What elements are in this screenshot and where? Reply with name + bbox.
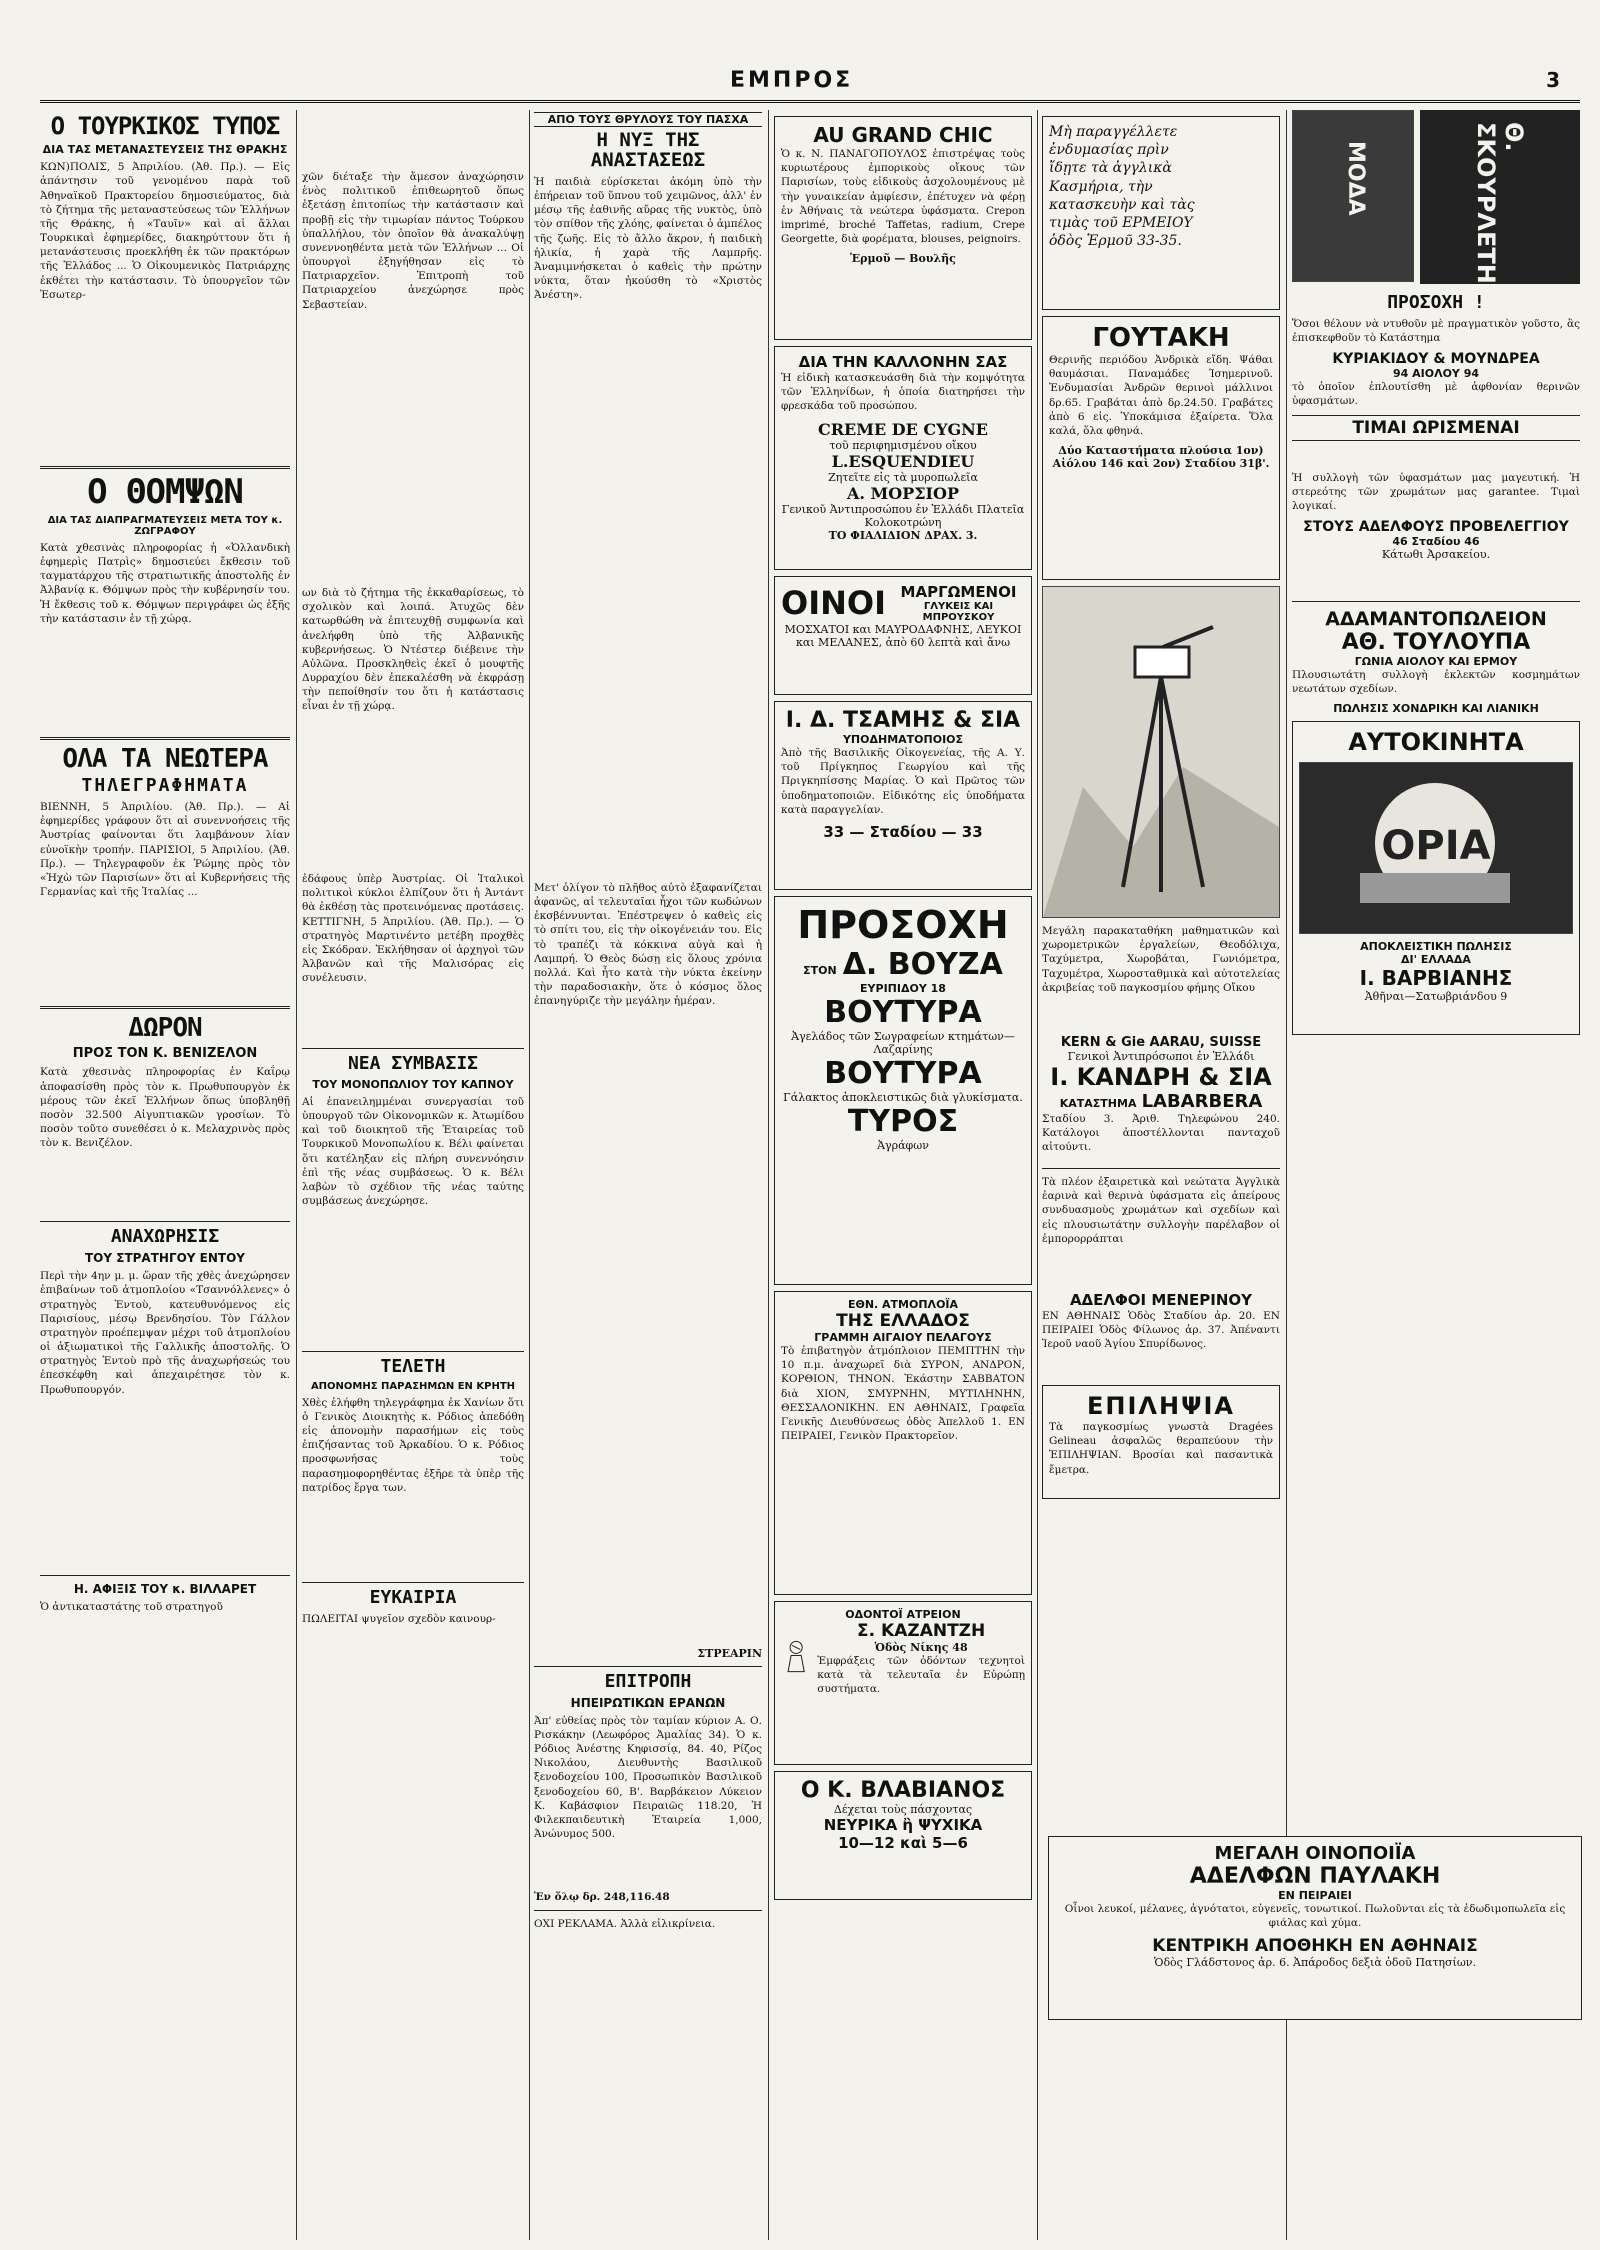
column-1 [40,110,290,2240]
menerinou-title: ΑΔΕΛΦΟΙ ΜΕΝΕΡΙΝΟΥ [1069,1291,1253,1309]
tsamis-title: Ι. Δ. ΤΣΑΜΗΣ & ΣΙΑ [785,708,1021,733]
page-number: 3 [1546,68,1560,92]
vlavianos-sub: Δέχεται τοὺς πάσχοντας [833,1803,973,1816]
divider [40,1221,290,1222]
wines-line-3: ΜΟΣΧΑΤΟΙ και ΜΑΥΡΟΔΑΦΝΗΣ, ΛΕΥΚΟΙ και ΜΕΛΑΝΕΣ, ἀπὸ 60 λεπτὰ καὶ ἄνω [784,623,1022,649]
au-grand-chic-body: Ὁ κ. Ν. ΠΑΝΑΓΟΠΟΥΛΟΣ ἐπιστρέψας τοὺς κυριωτέρους ἐμπορικοὺς οἴκους τῶν Παρισίων, τοὺς εἰδικοὺς ἀσχολουμένους μὲ τὴν γυναικείαν ἀμφίεσιν, ἐπέτυχεν νὰ φέρῃ ἐν Ἀθήναις τὰ νεώτερα ὑφάσματα. Crepon imprimé, broché Taffetas, radium, Crepe Georgette, διὰ φορέματα, blouses, peignoirs. [781,148,1025,246]
surveying-caption: Μεγάλη παρακαταθήκη μαθηματικῶν καὶ χωρομετρικῶν ἐργαλείων, Θεοδόλιχα, Ταχύμετρα, Χωροβάται, Γωνιόμετρα, Ταχυμέτρα, Χωροσταθμικὰ καὶ αὐτοτελείας ἀκριβείας τοῦ παγκοσμίου φήμης Οἴκου [1042,925,1280,994]
moda-illustration [1292,110,1414,282]
divider [40,1575,290,1576]
committee-headline: ΕΠΙΤΡΟΠΗ [604,1670,692,1692]
wines-line-2: ΓΛΥΚΕΙΣ ΚΑΙ ΜΠΡΟΥΣΚΟΥ [922,601,995,623]
winery-address: Ὁδὸς Γλάδστονος ἀρ. 6. Ἀπάροδος δεξιὰ ὁδοῦ Πατησίων. [1153,1956,1476,1970]
kazantzi-street: Ὁδὸς Νίκης 48 [874,1641,968,1654]
ermeion-line: κατασκευὴν καὶ τὰς [1049,196,1195,213]
easter-byline: ΣΤΡΕΑΡΙΝ [697,1646,762,1660]
menerinou-address: ΕΝ ΑΘΗΝΑΙΣ Ὁδὸς Σταδίου ἀρ. 20. ΕΝ ΠΕΙΡΑΙΕΙ Ὁδὸς Φίλωνος ἀρ. 37. Ἀπέναντι Ἱεροῦ ναοῦ Ἁγίου Σπυρίδωνος. [1042,1310,1280,1351]
column-2 [302,110,524,2240]
committee-total-row [534,1890,762,1904]
jewelry-corner: ΓΩΝΙΑ ΑΙΟΛΟΥ ΚΑΙ ΕΡΜΟΥ [1354,655,1518,669]
column-3 [534,110,762,2240]
column-rule [1037,110,1038,2240]
attention-headline: ΠΡΟΣΟΧΗ ! [1387,292,1485,313]
automobiles-title: ΑΥΤΟΚΙΝΗΤΑ [1348,728,1524,757]
ermeion-line: τιμὰς τοῦ ΕΡΜΕΙΟΥ [1049,214,1193,231]
steamship-body: Τὸ ἐπιβατηγὸν ἀτμόπλοιον ΠΕΜΠΤΗΝ τὴν 10 π.μ. ἀναχωρεῖ διὰ ΣΥΡΟΝ, ΑΝΔΡΟΝ, ΚΟΡΘΙΟΝ, ΤΗΝΟΝ. Ἑκάστην ΣΑΒΒΑΤΟΝ διὰ ΧΙΟΝ, ΣΜΥΡΝΗΝ, ΜΥΤΙΛΗΝΗΝ, ΘΕΣΣΑΛΟΝΙΚΗΝ. ΕΝ ΑΘΗΝΑΙΣ, Γραφεῖα Γενικῆς Διευθύνσεως ὁδὸς Ἀπελλοῦ 1. ΕΝ ΠΕΙΡΑΙΕΙ, Γενικὸν Πρακτορεῖον. [781,1345,1025,1443]
gift-subheadline: ΠΡΟΣ ΤΟΝ Κ. ΒΕΝΙΖΕΛΟΝ [72,1046,258,1062]
divider [534,1910,762,1911]
perfumery-note: Ζητεῖτε εἰς τὰ μυροπωλεῖα [828,470,978,484]
ceremony-subheadline: ΑΠΟΝΟΜΗΣ ΠΑΡΑΣΗΜΩΝ ΕΝ ΚΡΗΤΗ [310,1380,516,1392]
divider [302,1351,524,1352]
vlavianos-hours: 10—12 καὶ 5—6 [838,1834,968,1852]
brothers-name: ΣΤΟΥΣ ΑΔΕΛΦΟΥΣ ΠΡΟΒΕΛΕΓΓΙΟΥ [1303,519,1569,536]
wines-line-1: ΜΑΡΓΩΜΕΝΟΙ [900,583,1017,601]
dentist-illustration-icon [781,1621,811,1691]
automobile-illustration [1299,762,1573,934]
vouza-attention: ΠΡΟΣΟΧΗ [797,903,1009,947]
steamship-title: ΤΗΣ ΕΛΛΑΔΟΣ [836,1311,970,1331]
goutaki-ad [1042,316,1280,580]
kyriakidou-body: τὸ ὁποῖον ἐπλουτίσθη μὲ ἀφθονίαν θερινῶν ὑφασμάτων. [1292,381,1580,408]
vouza-prefix: ΣΤΟΝ [803,964,837,977]
vouza-street: ΕΥΡΙΠΙΔΟΥ 18 [860,982,946,995]
jewelry-sales: ΠΩΛΗΣΙΣ ΧΟΝΔΡΙΚΗ ΚΑΙ ΛΙΑΝΙΚΗ [1333,702,1539,716]
labarbera-address: Σταδίου 3. Ἀριθ. Τηλεφώνου 240. Κατάλογοι ἀποστέλλονται πανταχοῦ αἰτούντι. [1042,1113,1280,1154]
easter-headline: Η ΝΥΞ ΤΗΣ ΑΝΑΣΤΑΣΕΩΣ [590,129,706,171]
tsamis-address: 33 — Σταδίου — 33 [823,822,983,841]
creme-house-label: τοῦ περιφημισμένου οἴκου [829,438,977,452]
no-advert-text: ΟΧΙ ΡΕΚΛΑΜΑ. Ἀλλὰ εἰλικρίνεια. [534,1917,716,1930]
tsamis-ad [774,701,1032,890]
ceremony-body: Χθὲς ἐλήφθη τηλεγράφημα ἐκ Χανίων ὅτι ὁ Γενικὸς Διοικητὴς κ. Ρόδιος ἀπεδόθη εἰς ἀπονομὴν παρασήμων εἰς τοὺς ἐπιζήσαντας τοῦ Ἀρκαδίου. Ὁ κ. Ρόδιος προσφωνήσας τοὺς παρασημοφορηθέντας ἐξῆρε τὰ ὑπὲρ τῆς πατρίδος ἔργα των. [302,1396,524,1494]
arrival-headline: Η. ΑΦΙΞΙΣ ΤΟΥ κ. ΒΙΛΛΑΡΕΤ [73,1582,257,1597]
gift-headline: ΔΩΡΟΝ [128,1013,202,1044]
winery-body: Οἶνοι λευκοί, μέλανες, ἀγνότατοι, εὐγενεῖς, τονωτικοί. Πωλοῦνται εἰς τὰ ἐδωδιμοπωλεῖα εἰς φιάλας καὶ χύμα. [1064,1903,1566,1930]
butter-1: ΒΟΥΤΥΡΑ [824,995,982,1030]
jewelry-body: Πλουσιωτάτη συλλογὴ ἐκλεκτῶν κοσμημάτων νεωτάτων σχεδίων. [1292,669,1580,696]
automobile-brand: ΟΡΙΑ [1381,823,1491,870]
opportunity-headline: ΕΥΚΑΙΡΙΑ [369,1586,457,1608]
steamship-line: ΓΡΑΜΜΗ ΑΙΓΑΙΟΥ ΠΕΛΑΓΟΥΣ [814,1331,992,1344]
labarbera-prefix: ΚΑΤΑΣΤΗΜΑ [1059,1097,1137,1110]
divider [40,466,290,469]
easter-body-1: Ἡ παιδιὰ εὑρίσκεται ἀκόμη ὑπὸ τὴν ἐπήρειαν τοῦ ὕπνου τοῦ χειμῶνος, ἀλλ' ἐν μέσῳ τῆς ἐαθινῆς αὔρας τῆς νυκτὸς, ὑπὸ τὸν σπίθον τῆς χλόης, φαίνεται ὁ ἀμπέλος τῆς ζωῆς. Εἰς τὸ ἄλλο ἄκρον, ἡ παιδικὴ ἡλικία, ἡ χαρὰ τῆς Λαμπρῆς. Ἀναμιμνήσκεται ὁ καθεὶς τὴν πρώτην νύκτα, ὅταν ἠκούσθη τὸ «Χριστὸς Ἀνέστη». [534,175,762,302]
au-grand-chic-address: Ἑρμοῦ — Βουλῆς [850,252,956,266]
vouza-name: Δ. ΒΟΥΖΑ [842,947,1003,982]
column-rule [296,110,297,2240]
menerinou-body: Τὰ πλέον ἐξαιρετικὰ καὶ νεώτατα Ἀγγλικὰ ἐαρινὰ καὶ θερινὰ ὑφάσματα εἰς ἀπείρους συνδυασμοὺς χρωμάτων καὶ σχεδίων καὶ εἰς πλουσιωτάτην συλλογὴν παρέλαβον οἱ ἐμπορορράπται [1042,1176,1280,1245]
beauty-cream-title: ΔΙΑ ΤΗΝ ΚΑΛΛΟΝΗΝ ΣΑΣ [798,353,1008,371]
thompson-continued: ων διὰ τὸ ζήτημα τῆς ἐκκαθαρίσεως, τὸ σχολικὸν καὶ λοιπά. Ἀτυχῶς δὲν κατωρθώθη νὰ ἐπιτευχθῇ συμφωνία καὶ ἀνελήφθη ὑπὸ τῆς Ἀλβανικῆς κυβερνήσεως. Ὁ Ντέστερ διέβεινε τὴν Αὐλῶνα. Προσκληθεὶς ἐκεῖ ὁ μουφτῆς Δυρραχίου δὲν ἐπεκαλέσθη νὰ ἐκφράσῃ τὴν πεποίθησίν του ὅτι ἡ κατάστασις εἶναι ἐν τῇ χώρᾳ. [302,587,524,713]
kyriakidou-name: ΚΥΡΙΑΚΙΔΟΥ & ΜΟΥΝΔΡΕΑ [1332,351,1540,368]
epilepsy-title: ΕΠΙΛΗΨΙΑ [1087,1392,1235,1420]
column-6 [1292,110,1580,1820]
attention-body: Ὅσοι θέλουν νὰ ντυθοῦν μὲ πραγματικὸν γοῦστο, ἂς ἐπισκεφθοῦν τὸ Κατάστημα [1292,317,1580,345]
vlavianos-name: Ο Κ. ΒΛΑΒΙΑΝΟΣ [800,1778,1006,1803]
ermeion-line: ὁδὸς Ἑρμοῦ 33-35. [1049,233,1182,250]
masthead [40,60,1580,103]
tobacco-headline: ΝΕΑ ΣΥΜΒΑΣΙΣ [347,1053,479,1074]
committee-subheadline: ΗΠΕΙΡΩΤΙΚΩΝ ΕΡΑΝΩΝ [570,1695,726,1710]
goutaki-title: ΓΟΥΤΑΚΗ [1092,323,1230,353]
epilepsy-body: Τὰ παγκοσμίως γνωστὰ Dragées Gelineau ἀσφαλῶς θεραπεύουν τὴν ἘΠΙΛΗΨΙΑΝ. Βροσίαι καὶ πασαντικὰ ἔμετρα. [1049,1421,1273,1476]
gift-body: Κατὰ χθεσινὰς πληροφορίας ἐν Καΐρῳ ἀποφασίσθη πρὸς τὸν κ. Πρωθυπουργὸν ἐκ μέρους τῶν ἐκεῖ Ἑλλήνων ὅπως ὑποβληθῇ ποσὸν 32.500 Αἰγυπτιακῶν γροσίων. Τὸ ποσὸν τοῦτο συνεθέσει ὁ κ. Μελαχρινὸς πρὸς τὸν κ. Βενιζέλον. [40,1066,290,1150]
jewelry-title: ΑΔΑΜΑΝΤΟΠΩΛΕΙΟΝ [1325,608,1547,631]
automobiles-dealer: Ι. ΒΑΡΒΙΑΝΗΣ [1359,966,1513,991]
column-rule [529,110,530,2240]
telegrams-subheadline: ΤΗΛΕΓΡΑΦΗΜΑΤΑ [81,775,249,797]
committee-total-label: Ἐν ὅλῳ δρ. [534,1890,601,1903]
telegrams-headline: ΟΛΑ ΤΑ ΝΕΩΤΕΡΑ [62,743,268,774]
automobiles-ad [1292,721,1580,1035]
labarbera-name: LABARBERA [1141,1091,1263,1112]
morsior-address: Γενικοῦ Ἀντιπροσώπου ἐν Ἑλλάδι Πλατεῖα Κολοκοτρώνη [781,502,1025,529]
wines-ad [774,576,1032,695]
dentist-kicker: ΟΔΟΝΤΟΪ ΑΤΡΕΙΟΝ [845,1608,961,1621]
committee-body: Ἀπ' εὐθείας πρὸς τὸν ταμίαν κύριον Α. Ο. Ρισκάκην (Λεωφόρος Ἀμαλίας 34). Ὁ κ. Ρόδιος Ἀνέστης Κηφισσίᾳ, 84. 40, Ρίζος Νικολάου, Διευθυντὴς Βασιλικοῦ ξενοδοχείου 100, Προσωπικὸν Βασιλικοῦ ξενοδοχείου 60, Β'. Βαρβάκειον Λύκειον Κ. Καβάσφιον Πειραιῶς 118.20, Ἡ Φιλεκπαιδευτικὴ Ἑταιρεία 1,000, Ἀνώνυμος 500. [534,1714,762,1841]
tsamis-body: Ἀπὸ τῆς Βασιλικῆς Οἰκογενείας, τῆς Α. Υ. τοῦ Πρίγκηπος Γεωργίου καὶ τῆς Πριγκηπίσσης Μαρίας. Ὁ καὶ Πρῶτος τῶν ὑποδηματοποιῶν. Εἰδικότης εἰς ὑποδήματα κατὰ παραγγελίαν. [781,747,1025,816]
opportunity-body: ΠΩΛΕΙΤΑΙ ψυγεῖον σχεδὸν καινουρ- [302,1612,496,1625]
ermeion-line: ἐνδυμασίας πρὶν [1049,142,1169,159]
winery-title: ΜΕΓΑΛΗ ΟΙΝΟΠΟΙΪΑ [1214,1843,1416,1864]
newspaper-title: ΕΜΠΡΟΣ [730,68,854,93]
lesquendieu: L.ESQUENDIEU [831,451,975,471]
winery-location: ΕΝ ΠΕΙΡΑΙΕΙ [1278,1889,1352,1902]
easter-kicker: ΑΠΟ ΤΟΥΣ ΘΡΥΛΟΥΣ ΤΟΥ ΠΑΣΧΑ [534,112,762,127]
kern-title: KERN & Gie AARAU, SUISSE [1060,1035,1262,1050]
tsamis-subtitle: ΥΠΟΔΗΜΑΤΟΠΟΙΟΣ [842,733,964,746]
tobacco-body: Αἱ ἐπανειλημμέναι συνεργασίαι τοῦ ὑπουργοῦ τῶν Οἰκονομικῶν κ. Ἀτωμίδου καὶ τοῦ διοικητοῦ τῆς Ἐταιρείας τοῦ Τουρκικοῦ Μονοπωλίου κ. Βέλι φαίνεται ὅτι κατέληξαν εἰς πλήρη συνεννόησιν ἐπὶ τῆς νέας συμβάσεως. Ὁ κ. Βέλι λαβὼν τὸ σχέδιον τῆς νέας ταύτης συμβάσεως ἀνεχώρησε. [302,1095,524,1208]
winery-ad [1048,1836,1582,2020]
steamship-kicker: ΕΘΝ. ΑΤΜΟΠΛΟΪΑ [847,1298,959,1311]
divider [40,1006,290,1009]
departure-subheadline: ΤΟΥ ΣΤΡΑΤΗΓΟΥ ΕΝΤΟΥ [85,1251,245,1266]
kazantzi-name: Σ. ΚΑΖΑΝΤΖΗ [857,1621,986,1641]
column-rule [768,110,769,2240]
kyriakidou-address: 94 ΑΙΟΛΟΥ 94 [1392,367,1480,381]
winery-name: ΑΔΕΛΦΩΝ ΠΑΥΛΑΚΗ [1189,1864,1441,1889]
turkish-press-body: ΚΩΝ)ΠΟΛΙΣ, 5 Ἀπριλίου. (Ἀθ. Πρ.). — Εἰς ἀπάντησιν τοῦ γενομένου παρὰ τοῦ Ἀθηναϊκοῦ Πρακτορείου δημοσιεύματος, διὰ τὸ ζήτημα τῆς μεταναστεύσεως τῶν Ἑλλήνων τῆς Θράκης, ἡ «Ταυῖν» καὶ αἱ ἄλλαι Τουρκικαὶ ἐφημερίδες, διακηρύττουν ὅτι ἡ μετανάστευσις προεκλήθη ἐκ τῶν πρακτόρων τῆς Ἑλλάδος ... Ὁ Οἰκουμενικὸς Πατριάρχης ἐκθέτει τὴν κατάστασιν. Τὸ ὑπουργεῖον τῶν Ἐσωτερ- [40,161,290,301]
divider [1042,1168,1280,1169]
butter-2: ΒΟΥΤΥΡΑ [824,1056,982,1091]
kandris-name: Ι. ΚΑΝΔΡΗ & ΣΙΑ [1050,1063,1272,1091]
divider [534,1666,762,1667]
beauty-cream-body: Ἡ εἰδικὴ κατασκευάσθη διὰ τὴν κομψότητα τῶν Ἑλληνίδων, ἡ ὁποία διατηρήσει τὴν φρεσκάδα τοῦ προσώπου. [781,372,1025,413]
ermeion-line: Μὴ παραγγέλλετε [1049,124,1178,140]
turkish-press-headline: Ο ΤΟΥΡΚΙΚΟΣ ΤΥΠΟΣ [50,112,280,140]
divider [302,1048,524,1049]
automobiles-address: Ἀθῆναι—Σατωβριάνδου 9 [1364,990,1508,1004]
telegrams-body: ΒΙΕΝΝΗ, 5 Ἀπριλίου. (Ἀθ. Πρ.). — Αἱ ἐφημερίδες γράφουν ὅτι αἱ συνεννοήσεις τῆς Ἀυστρίας φαίνονται ὅτι λαμβάνουν λίαν εὐνοϊκὴν τροπήν. ΠΑΡΙΣΙΟΙ, 5 Ἀπριλίου. (Ἀθ. Πρ.). — Τηλεγραφοῦν ἐκ Ῥώμης πρὸς τὸν «Ἠχὼ τῶν Παρισίων» ὅτι αἱ Κυβερνήσεις τῆς Γερμανίας καὶ τῆς Ἰταλίας ... [40,801,290,899]
committee-total: 248,116.48 [603,1890,670,1903]
wines-title: ΟΙΝΟΙ [781,584,886,622]
divider [1292,601,1580,602]
automobiles-subtitle: ΑΠΟΚΛΕΙΣΤΙΚΗ ΠΩΛΗΣΙΣ [1360,940,1512,954]
vouza-ad [774,896,1032,1285]
ermeion-line: Κασμήρια, τὴν [1049,178,1153,195]
fixed-prices: ΤΙΜΑΙ ΩΡΙΣΜΕΝΑΙ [1292,415,1580,441]
ermeion-line: ἴδῃτε τὰ ἀγγλικὰ [1049,160,1172,177]
morsior-name: Α. ΜΟΡΣΙΟΡ [847,483,959,503]
vlavianos-specialty: ΝΕΥΡΙΚΑ ἢ ΨΥΧΙΚΑ [823,1816,983,1834]
thompson-body: Κατὰ χθεσινὰς πληροφορίας ἡ «Ὀλλανδικὴ ἐφημερὶς Πατρὶς» δημοσιεύει ἔκθεσιν τοῦ ταγματάρχου τῆς στρατιωτικῆς ἀποστολῆς ἐν Ἀλβανίᾳ κ. Θόμψων πρὸς τὴν κυβέρνησίν του. Ἡ ἔκθεσις τοῦ κ. Θόμψων περιγράφει ὡς ἑξῆς τὴν κατάστασιν ἐν τῇ χώρᾳ. [40,541,290,625]
moda-label: ΜΟΔΑ [1343,141,1368,216]
cheese: ΤΥΡΟΣ [847,1104,959,1139]
skourleti-title: Θ. ΣΚΟΥΡΛΕΤΗ [1472,122,1528,284]
surveying-photo [1042,586,1280,918]
automobiles-region: ΔΙ' ΕΛΛΑΔΑ [1401,953,1471,967]
au-grand-chic-ad [774,116,1032,340]
thompson-subheadline: ΔΙΑ ΤΑΣ ΔΙΑΠΡΑΓΜΑΤΕΥΣΕΙΣ ΜΕΤΑ ΤΟΥ κ. ΖΩΓΡΑΦΟΥ [47,514,283,537]
cream-price: ΤΟ ΦΙΑΛΙΔΙΟΝ ΔΡΑΧ. 3. [828,528,978,542]
kern-subtitle: Γενικοὶ Ἀντιπρόσωποι ἐν Ἑλλάδι [1067,1050,1255,1063]
butter-2-desc: Γάλακτος ἀποκλειστικῶς διὰ γλυκίσματα. [783,1091,1023,1104]
collection-body: Ἡ συλλογὴ τῶν ὑφασμάτων μας μαγευτική. Ἡ στερεότης τῶν χρωμάτων μας garantee. Τιμαὶ λογικαί. [1292,471,1580,512]
turkish-press-continued: χῶν διέταξε τὴν ἄμεσον ἀναχώρησιν ἑνὸς πολιτικοῦ ἐπιθεωρητοῦ ὅπως ἐξετάσῃ ἐπιτοπίως τὴν κατάστασιν καὶ προβῇ εἰς τὴν τιμωρίαν πάντος Τούρκου ὑπαλλήλου, τὸν ὁποῖον θὰ ἀνακαλύψῃ συνεννοηθέντα μετὰ τῶν Ἑλλήνων ... Οἱ ὑπουργοὶ ἐξηγήθησαν εἰς τὸ Πατριαρχεῖον. Ἐπιτροπὴ τοῦ Πατριαρχείου ἀνεχώρησε πρὸς Σεβαστείαν. [302,171,524,311]
arrival-body: Ὁ ἀντικαταστάτης τοῦ στρατηγοῦ [40,1601,223,1614]
departure-body: Περὶ τὴν 4ην μ. μ. ὥραν τῆς χθὲς ἀνεχώρησεν ἐπιβαίνων τοῦ ἀτμοπλοίου «Τσαννόλλενες» ὁ στρατηγὸς Ἐντοὺ, κατευθυνόμενος εἰς Παρισίους, μέσῳ Βρενδησίου. Τὸν Γάλλον στρατηγὸν προέπεμψαν μέχρι τοῦ ἀτμοπλοίου οἱ ἀξιωματικοὶ τῆς Γαλλικῆς ἀποστολῆς. Ὁ στρατηγὸς Ἐντοὺ πρὸ τῆς ἀναχωρήσεώς του ἐπεσκέφθη καὶ ἀπεχαιρέτησε τὸν κ. Πρωθυπουργόν. [40,1270,290,1396]
au-grand-chic-title: AU GRAND CHIC [813,123,993,147]
divider [302,1582,524,1583]
divider [40,737,290,740]
dentist-ad [774,1601,1032,1765]
creme-de-cygne: CREME DE CYGNE [818,419,988,439]
thompson-headline: Ο ΘΟΜΨΩΝ [87,472,243,513]
telegrams-continued: ἐδάφους ὑπὲρ Ἀυστρίας. Οἱ Ἰταλικοὶ πολιτικοὶ κύκλοι ἐλπίζουν ὅτι ἡ Ἀντάντ θὰ ἐκθέσῃ τὰς προτεινόμενας προτάσεις. ΚΕΤΤΙΓΝΗ, 5 Ἀπριλίου. (Ἀθ. Πρ.). — Ὁ στρατηγὸς Μαρτινέντο μετέβη προχθὲς εἰς Σκόδραν. Ἐκλήθησαν οἱ ἀρχηγοὶ τῶν Ἀλβανῶν καὶ τῆς Μαλισόρας εἰς συνέλευσιν. [302,873,524,985]
turkish-press-subheadline: ΔΙΑ ΤΑΣ ΜΕΤΑΝΑΣΤΕΥΣΕΙΣ ΤΗΣ ΘΡΑΚΗΣ [42,143,288,157]
winery-central: ΚΕΝΤΡΙΚΗ ΑΠΟΘΗΚΗ ΕΝ ΑΘΗΝΑΙΣ [1152,1936,1478,1957]
steamship-ad [774,1291,1032,1595]
ermeion-ad [1042,116,1280,310]
goutaki-address: Δύο Καταστήματα πλούσια 1ον) Αἰόλου 146 καὶ 2ον) Σταδίου 31β'. [1052,444,1270,471]
tobacco-subheadline: ΤΟΥ ΜΟΝΟΠΩΛΙΟΥ ΤΟΥ ΚΑΠΝΟΥ [312,1077,514,1091]
jewelry-name: ΑΘ. ΤΟΥΛΟΥΠΑ [1341,630,1531,656]
surveying-instrument-icon [1043,587,1279,917]
beauty-cream-ad [774,346,1032,570]
easter-body-2: Μετ' ὀλίγον τὸ πλῆθος αὐτὸ ἐξαφανίζεται ἀφανῶς, αἱ τελευταῖαι ἦχοι τῶν κωδώνων ἐκσβέννυνται. Ἐπέστρεψεν ὁ καθεὶς εἰς τὸ σπίτι του, εἰς τὴν οἰκογένειάν του. Εἰς τὸ τραπέζι τὰ κόκκινα αὐγὰ καὶ ἡ Λαμπρή. Ὁ Θεὸς δώσῃ εἰς ὅλους χρόνια πολλά. Καὶ ἦτο κατὰ τὴν νύκτα ἐκείνην τὴν παραδοσιακὴν, ὅτε ὁ κόσμος ὅλος ἐπανηγύριζε τὴν μεγάλην ἡμέραν. [534,881,762,1008]
vlavianos-ad [774,1771,1032,1900]
newspaper-page [40,60,1580,2240]
brothers-address: 46 Σταδίου 46 [1392,535,1480,549]
ceremony-headline: ΤΕΛΕΤΗ [380,1355,446,1377]
brothers-subtitle: Κάτωθι Ἀρσακείου. [1381,548,1491,562]
cheese-desc: Ἀγράφων [877,1139,929,1152]
goutaki-body: Θερινῆς περιόδου Ἀνδρικὰ εἴδη. Ψάθαι θαυμάσιαι. Παναμάδες Ἰσημερινοῦ. Ἐνδυμασίαι Ἀνδρῶν θερινοὶ μάλλινοι δρ.65. Γραβάται ἀπὸ δρ.24.50. Γραβάτες ἀπὸ 6 εἰς. Ὑποκάμισα ἐξαίρετα. Ὅλα καλά, ὅλα φθηνά. [1049,354,1273,437]
epilepsy-ad [1042,1385,1280,1499]
column-4 [774,110,1032,2240]
departure-headline: ΑΝΑΧΩΡΗΣΙΣ [110,1226,220,1248]
kazantzi-body: Ἐμφράξεις τῶν ὀδόντων τεχνητοὶ κατὰ τὰ τελευταῖα ἐν Εὐρώπῃ συστήματα. [817,1655,1025,1696]
butter-1-desc: Ἀγελάδος τῶν Σωγραφείων κτημάτων—Λαζαρίνης [791,1030,1015,1056]
labarbera-row [1042,1091,1280,1112]
